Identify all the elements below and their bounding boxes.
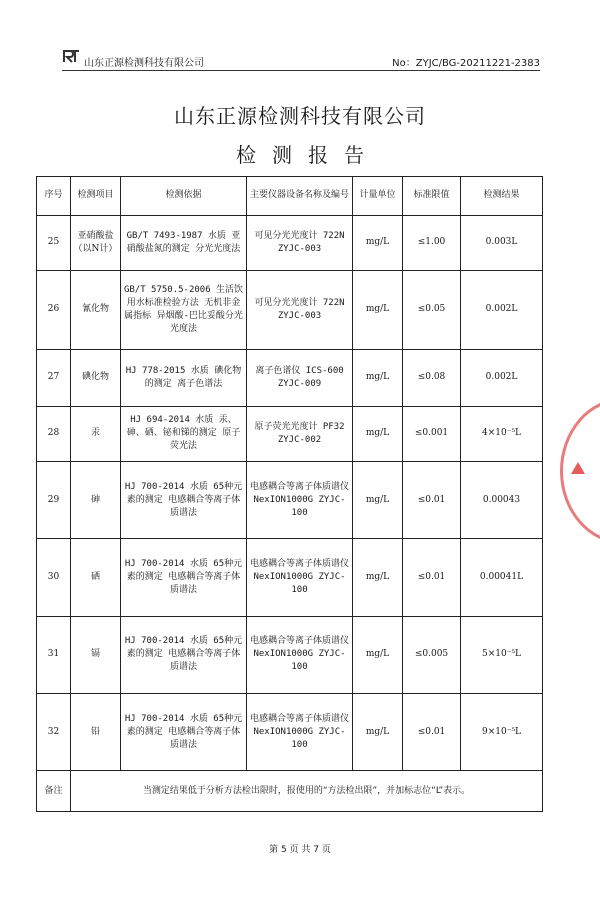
table-row [37, 539, 543, 616]
limit: ≤0.05 [403, 270, 461, 349]
notes-text: 当测定结果低于分析方法检出限时，报使用的“方法检出限”，并加标志位“L”表示。 [71, 771, 543, 812]
limit: ≤0.005 [403, 616, 461, 693]
result: 9×10⁻⁵L [461, 693, 543, 770]
page-header [62, 44, 540, 71]
instrument: 电感耦合等离子体质谱仪 NexION1000G ZYJC-100 [247, 461, 353, 538]
limit: ≤0.01 [403, 693, 461, 770]
seal-star-icon [571, 462, 585, 474]
column-header: 标准限值 [403, 177, 461, 216]
column-header: 检测依据 [121, 177, 247, 216]
row-number: 32 [37, 693, 71, 770]
result: 0.002L [461, 349, 543, 406]
company-logo-icon [62, 48, 80, 64]
unit: mg/L [353, 693, 403, 770]
column-header: 主要仪器设备名称及编号 [247, 177, 353, 216]
column-header: 计量单位 [353, 177, 403, 216]
limit: ≤1.00 [403, 215, 461, 270]
test-basis: GB/T 5750.5-2006 生活饮用水标准检验方法 无机非金属指标 异烟酸-巴比妥酸分光光度法 [121, 270, 247, 349]
column-header: 检测结果 [461, 177, 543, 216]
limit: ≤0.001 [403, 406, 461, 461]
result: 5×10⁻⁵L [461, 616, 543, 693]
instrument: 电感耦合等离子体质谱仪 NexION1000G ZYJC-100 [247, 616, 353, 693]
limit: ≤0.01 [403, 461, 461, 538]
row-number: 30 [37, 539, 71, 616]
notes-label: 备注 [37, 771, 71, 812]
test-item: 汞 [71, 406, 121, 461]
report-subtitle: 检测报告 [236, 143, 380, 167]
table-row [37, 461, 543, 538]
instrument: 电感耦合等离子体质谱仪 NexION1000G ZYJC-100 [247, 539, 353, 616]
report-number: No：ZYJC/BG-20211221-2383 [392, 58, 540, 69]
test-item: 砷 [71, 461, 121, 538]
table-row [37, 215, 543, 270]
instrument: 离子色谱仪 ICS-600 ZYJC-009 [247, 349, 353, 406]
table-row [37, 349, 543, 406]
table-row [37, 270, 543, 349]
table-row [37, 616, 543, 693]
result: 0.00041L [461, 539, 543, 616]
test-basis: HJ 700-2014 水质 65种元素的测定 电感耦合等离子体质谱法 [121, 461, 247, 538]
test-basis: HJ 700-2014 水质 65种元素的测定 电感耦合等离子体质谱法 [121, 539, 247, 616]
row-number: 28 [37, 406, 71, 461]
test-item: 镉 [71, 616, 121, 693]
test-item: 氰化物 [71, 270, 121, 349]
row-number: 25 [37, 215, 71, 270]
header-company-name: 山东正源检测科技有限公司 [84, 58, 204, 69]
test-basis: HJ 700-2014 水质 65种元素的测定 电感耦合等离子体质谱法 [121, 616, 247, 693]
result: 0.003L [461, 215, 543, 270]
test-item: 铅 [71, 693, 121, 770]
result: 0.002L [461, 270, 543, 349]
unit: mg/L [353, 215, 403, 270]
instrument: 可见分光光度计 722N ZYJC-003 [247, 270, 353, 349]
column-header: 序号 [37, 177, 71, 216]
unit: mg/L [353, 461, 403, 538]
instrument: 可见分光光度计 722N ZYJC-003 [247, 215, 353, 270]
test-basis: HJ 700-2014 水质 65种元素的测定 电感耦合等离子体质谱法 [121, 693, 247, 770]
instrument: 电感耦合等离子体质谱仪 NexION1000G ZYJC-100 [247, 693, 353, 770]
table-row [37, 693, 543, 770]
table-header-row [37, 177, 543, 216]
notes-row [37, 771, 543, 812]
row-number: 31 [37, 616, 71, 693]
test-basis: HJ 778-2015 水质 碘化物的测定 离子色谱法 [121, 349, 247, 406]
unit: mg/L [353, 349, 403, 406]
row-number: 26 [37, 270, 71, 349]
table-row [37, 406, 543, 461]
unit: mg/L [353, 270, 403, 349]
instrument: 原子荧光光度计 PF32 ZYJC-002 [247, 406, 353, 461]
test-item: 硒 [71, 539, 121, 616]
report-title: 山东正源检测科技有限公司 [174, 104, 426, 128]
test-basis: HJ 694-2014 水质 汞、砷、硒、铋和锑的测定 原子荧光法 [121, 406, 247, 461]
test-item: 碘化物 [71, 349, 121, 406]
column-header: 检测项目 [71, 177, 121, 216]
unit: mg/L [353, 539, 403, 616]
results-table [36, 176, 543, 812]
result: 4×10⁻⁵L [461, 406, 543, 461]
unit: mg/L [353, 616, 403, 693]
unit: mg/L [353, 406, 403, 461]
row-number: 27 [37, 349, 71, 406]
test-item: 亚硝酸盐（以N计） [71, 215, 121, 270]
page-footer: 第 5 页 共 7 页 [269, 845, 331, 855]
limit: ≤0.08 [403, 349, 461, 406]
test-basis: GB/T 7493-1987 水质 亚硝酸盐氮的测定 分光光度法 [121, 215, 247, 270]
row-number: 29 [37, 461, 71, 538]
limit: ≤0.01 [403, 539, 461, 616]
result: 0.00043 [461, 461, 543, 538]
